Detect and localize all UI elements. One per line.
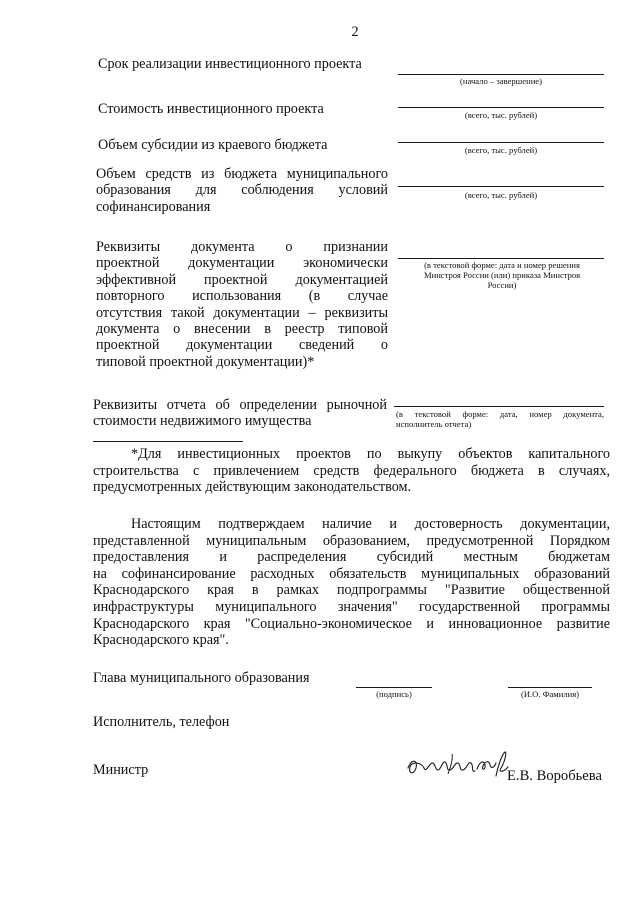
caption-line: исполнитель отчета) bbox=[396, 419, 472, 429]
field-municipal-budget-line[interactable] bbox=[398, 186, 604, 187]
field-regional-subsidy-label: Объем субсидии из краевого бюджета bbox=[98, 137, 328, 153]
field-project-cost-line[interactable] bbox=[398, 107, 604, 108]
label-line: эффективной проектной документацией bbox=[96, 271, 388, 288]
paragraph-line: представленной муниципальным образованием, предусмотренной Порядком bbox=[93, 532, 610, 549]
confirmation-paragraph bbox=[93, 516, 610, 649]
field-valuation-report-line[interactable] bbox=[394, 406, 604, 407]
footnote-line: предусмотренных действующим законодательством. bbox=[93, 479, 412, 496]
label-line: образования для соблюдения условий bbox=[96, 182, 388, 199]
label-line: софинансирования bbox=[96, 198, 211, 215]
label-line: типовой проектной документации)* bbox=[96, 353, 315, 370]
label-line: отсутствия такой документации – реквизиты bbox=[96, 304, 388, 321]
minister-signature bbox=[404, 748, 514, 782]
footnote bbox=[93, 446, 610, 496]
label-line: Реквизиты отчета об определении рыночной bbox=[93, 397, 387, 413]
paragraph-line: предоставления и распределения субсидий местным бюджетам bbox=[93, 549, 610, 566]
head-signature-line[interactable] bbox=[356, 687, 432, 688]
head-name-caption: (И.О. Фамилия) bbox=[520, 689, 580, 699]
paragraph-line: инфраструктуры муниципального значения" государственной программы bbox=[93, 598, 610, 615]
field-valuation-report-label bbox=[93, 397, 387, 430]
label-line: Реквизиты документа о признании bbox=[96, 239, 388, 255]
field-design-docs-label bbox=[96, 239, 388, 370]
field-design-docs-caption bbox=[410, 260, 594, 290]
field-regional-subsidy-line[interactable] bbox=[398, 142, 604, 143]
footnote-line: *Для инвестиционных проектов по выкупу объектов капитального bbox=[131, 446, 610, 462]
field-implementation-period-line[interactable] bbox=[398, 74, 604, 75]
label-line: проектной документации сведений о bbox=[96, 337, 388, 354]
field-municipal-budget-caption: (всего, тыс. рублей) bbox=[464, 190, 538, 200]
field-project-cost-label: Стоимость инвестиционного проекта bbox=[98, 101, 324, 117]
field-municipal-budget-label bbox=[96, 166, 388, 215]
label-line: стоимости недвижимого имущества bbox=[93, 413, 312, 430]
paragraph-line: на софинансирование расходных обязательств муниципальных образований bbox=[93, 565, 610, 582]
minister-name: Е.В. Воробьева bbox=[507, 768, 602, 784]
head-of-municipality-label: Глава муниципального образования bbox=[93, 670, 310, 686]
label-line: проектной документации экономически bbox=[96, 255, 388, 272]
paragraph-line: Настоящим подтверждаем наличие и достоверность документации, bbox=[131, 516, 610, 532]
caption-line: России) bbox=[487, 280, 517, 290]
label-line: повторного использования (в случае bbox=[96, 288, 388, 305]
paragraph-line: Краснодарского края". bbox=[93, 632, 229, 649]
minister-label: Министр bbox=[93, 762, 149, 778]
field-implementation-period-caption: (начало – завершение) bbox=[460, 76, 542, 86]
caption-line: Минстроя России (или) приказа Минстроя bbox=[423, 270, 581, 280]
caption-line: (в текстовой форме: дата, номер документа, bbox=[396, 409, 604, 419]
footnote-separator bbox=[93, 441, 243, 442]
executor-label: Исполнитель, телефон bbox=[93, 714, 230, 730]
label-line: документа о внесении в реестр типовой bbox=[96, 321, 388, 338]
head-signature-caption: (подпись) bbox=[376, 689, 412, 699]
label-line: Объем средств из бюджета муниципального bbox=[96, 166, 388, 182]
page-number: 2 bbox=[351, 24, 359, 40]
field-regional-subsidy-caption: (всего, тыс. рублей) bbox=[464, 145, 538, 155]
field-project-cost-caption: (всего, тыс. рублей) bbox=[464, 110, 538, 120]
caption-line: (в текстовой форме: дата и номер решения bbox=[424, 260, 580, 270]
field-implementation-period-label: Срок реализации инвестиционного проекта bbox=[98, 56, 362, 72]
field-design-docs-line[interactable] bbox=[398, 258, 604, 259]
paragraph-line: Краснодарского края "Социально-экономическое и инновационное развитие bbox=[93, 615, 610, 632]
field-valuation-report-caption bbox=[396, 409, 604, 429]
footnote-line: строительства с привлечением средств федерального бюджета в случаях, bbox=[93, 462, 610, 479]
head-name-line[interactable] bbox=[508, 687, 592, 688]
paragraph-line: Краснодарского края в рамках подпрограммы "Развитие общественной bbox=[93, 582, 610, 599]
